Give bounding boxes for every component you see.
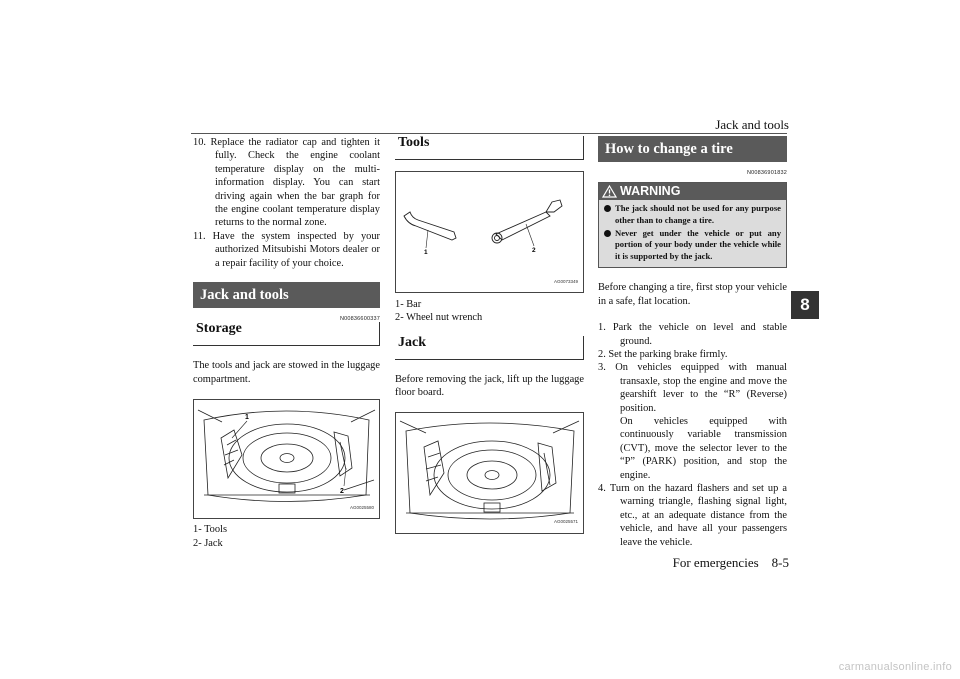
figure-caption xyxy=(395,298,584,325)
warning-item: The jack should not be used for any purpose other than to change a tire. xyxy=(604,203,781,226)
subsection-heading: Tools xyxy=(395,136,584,160)
intro-text: Before changing a tire, first stop your vehicle in a safe, flat location. xyxy=(598,282,787,307)
section-heading: How to change a tire xyxy=(598,136,787,162)
column-1 xyxy=(193,136,380,550)
bullet-icon xyxy=(604,230,611,237)
header-rule xyxy=(191,133,787,134)
chapter-tab: 8 xyxy=(791,291,819,319)
warning-item: Never get under the vehicle or put any portion of your body under the vehicle while it is supported by the jack. xyxy=(604,228,781,263)
steps-list xyxy=(598,321,787,549)
warning-label: WARNING xyxy=(620,184,681,199)
caption-line: 2- Jack xyxy=(193,537,223,549)
list-item: 3. On vehicles equipped with manual transaxle, stop the engine and move the gearshift lever to the “R” (Reverse) position. xyxy=(598,362,787,414)
section-code: N00836600337 xyxy=(339,316,380,323)
subsection-heading: Storage xyxy=(193,322,380,346)
storage-text: The tools and jack are stowed in the luggage compartment. xyxy=(193,360,380,385)
list-item: 1. Park the vehicle on level and stable ground. xyxy=(598,322,787,347)
figure-code: AG0073349 xyxy=(553,278,578,284)
column-3 xyxy=(598,136,787,549)
callout-1: 1 xyxy=(424,249,428,256)
caption-line: 1- Tools xyxy=(193,524,228,536)
figure-caption xyxy=(193,523,380,550)
list-item-continuation: On vehicles equipped with continuously variable transmission (CVT), move the selector lever to the “P” (PARK) position, and stop the engine. xyxy=(620,416,787,481)
callout-2: 2 xyxy=(532,247,536,254)
bullet-icon xyxy=(604,205,611,212)
section-name: For emergencies xyxy=(672,555,759,570)
callout-1: 1 xyxy=(245,414,249,422)
storage-figure xyxy=(193,399,380,519)
column-2 xyxy=(395,136,584,534)
subsection-heading: Jack xyxy=(395,336,584,360)
jack-figure xyxy=(395,412,584,534)
list-item: 11. Have the system inspected by your authorized Mitsubishi Motors dealer or a repair facility of your choice. xyxy=(193,230,380,269)
callout-2: 2 xyxy=(340,488,344,496)
page-footer-label xyxy=(673,555,789,571)
watermark: carmanualsonline.info xyxy=(838,661,952,673)
jack-text: Before removing the jack, lift up the luggage floor board. xyxy=(395,373,584,399)
page-number: 8-5 xyxy=(771,555,789,570)
section-heading: Jack and tools xyxy=(193,282,380,308)
list-item: 4. Turn on the hazard flashers and set up a warning triangle, flashing signal light, etc., at an adequate distance from the vehicle, and have all your passengers leave the vehicle. xyxy=(598,483,787,548)
warning-header xyxy=(599,183,786,200)
figure-code: AG0025571 xyxy=(553,519,578,525)
list-item: 10. Replace the radiator cap and tighten it fully. Check the engine coolant temperature display on the multi-information display. You can start driving again when the bar graph for the engine coolant temperature display returns to the normal zone. xyxy=(193,137,380,229)
running-header-title: Jack and tools xyxy=(715,117,789,132)
warning-box xyxy=(598,182,787,268)
caption-line: 1- Bar xyxy=(395,299,422,310)
warning-triangle-icon xyxy=(602,185,617,198)
list-item: 2. Set the parking brake firmly. xyxy=(598,349,728,360)
section-code: N00836901832 xyxy=(746,170,787,176)
tools-figure xyxy=(395,171,584,293)
caption-line: 2- Wheel nut wrench xyxy=(395,312,483,324)
figure-code: AG0025580 xyxy=(349,504,374,510)
